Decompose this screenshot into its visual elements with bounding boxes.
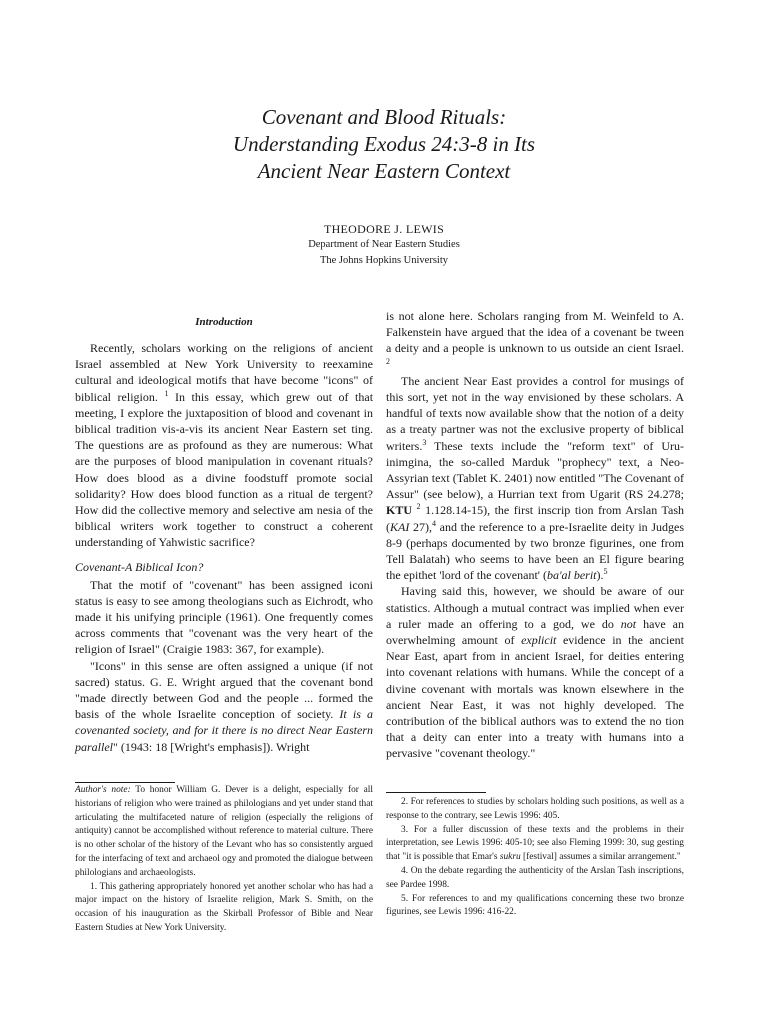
emphasis-text: sukru <box>499 852 521 863</box>
footnote: 4. On the debate regarding the authenticity of the Arslan Tash inscriptions, see Pardee 1998. <box>386 865 684 890</box>
emphasis-text: It is a covenanted society, and for it there is no direct Near Eastern parallel <box>75 707 373 754</box>
paragraph-text: Having said this, however, we should be aware of our statistics. Although a mutual contract was implied when ever a ruler made an offering to a god, we do <box>386 584 684 631</box>
left-footnotes <box>75 784 373 936</box>
footnote-marker: 3 <box>422 437 427 447</box>
section-heading: Introduction <box>195 316 253 328</box>
paragraph <box>386 583 684 761</box>
affiliation-line: The Johns Hopkins University <box>319 255 449 266</box>
paragraph-text: and the reference to a pre-Israelite deity in Judges 8-9 (perhaps documented by two bronze figurines, one from Tell Balatah) who seems to have been an El figure bearing the epithet 'lord of the covenant' ( <box>386 519 684 583</box>
authors-note-text: To honor William G. Dever is a delight, especially for all historians of religion who were trained as philologians and yet under stand that articulating the multifaceted nature of religion (especially the religions of antiquity) cannot be accomplished without reference to material culture. There is no other scholar of the history of the Levant who has so consistently argued for the interfacing of text and archaeol ogy and promoted the dialogue between philologians and archaeologists. <box>75 785 373 878</box>
paragraph-text: The ancient Near East provides a control for musings of this sort, yet not in the way envisioned by these scholars. A handful of texts now available show that the notion of a deity as a treaty partner was not the exclusive property of biblical writers. <box>386 373 684 453</box>
intro-paragraph <box>75 340 373 551</box>
footnote: 1. This gathering appropriately honored yet another scholar who has had a major impact on the history of Israelite religion, Mark S. Smith, on the occasion of his inauguration as the Skirball Professor of Bible and Near Eastern Studies at New York University. <box>75 881 373 933</box>
footnote: 5. For references to and my qualifications concerning these two bronze figurines, see Lewis 1996: 416-22. <box>386 893 684 918</box>
footnote-marker: 5 <box>603 567 608 577</box>
left-column <box>75 308 373 755</box>
subheading: Covenant-A Biblical Icon? <box>75 559 204 574</box>
paragraph-text: "Icons" in this sense are often assigned a unique (if not sacred) status. G. E. Wright argued that the covenant bond "made directly between God and the people ... formed the basis of the whole Israelite conception of society. <box>75 658 373 722</box>
paragraph-text: is not alone here. Scholars ranging from M. Weinfeld to A. Falkenstein have argued that the idea of a covenant be tween a deity and a people is unknown to us outside an cient Israel. <box>386 309 684 356</box>
footnote-rule <box>75 782 175 783</box>
author-affiliation <box>0 237 768 269</box>
footnote-text: [festival] assumes a similar arrangement." <box>520 852 681 863</box>
paragraph-text: 27), <box>409 519 432 534</box>
paragraph: That the motif of "covenant" has been assigned iconi status is easy to see among theologians such as Eichrodt, who made it his unifying principle (1961). One frequently comes across comments that "covenant was the very heart of the religion of Israel" (Craigie 1983: 367, for example). <box>75 577 373 657</box>
title-line: Covenant and Blood Rituals: <box>261 105 507 129</box>
paragraph <box>386 373 684 584</box>
paragraph-text: 1.128.14-15), the first inscrip tion from Arslan Tash ( <box>386 503 684 534</box>
right-footnotes <box>386 796 684 920</box>
emphasis-text: not <box>620 616 637 631</box>
title-line: Understanding Exodus 24:3-8 in Its <box>232 132 536 156</box>
article-title <box>0 104 768 185</box>
affiliation-line: Department of Near Eastern Studies <box>308 239 460 250</box>
footnote-marker: 2 <box>386 356 390 366</box>
right-column <box>386 308 684 762</box>
superscript: 2 <box>416 502 421 512</box>
paragraph-text: evidence in the ancient Near East, apart from in ancient Israel, for deities entering into covenant relations with humans. While the concept of a divine covenant with mortals was known elsewhere in the ancient Near East, it was not highly developed. The contribution of the biblical authors was to extend the no tion that a deity can enter into a treaty with humans into a pervasive "covenant theology." <box>386 633 685 761</box>
paragraph-text: " (1943: 18 [Wright's emphasis]). Wright <box>113 739 310 754</box>
paragraph-text: These texts include the "reform text" of Uru-inimgina, the so-called Marduk "prophecy" text, a Neo-Assyrian text (Tablet K. 2401) now entitled "The Covenant of Assur" (see below), a Hurrian text from Ugarit (RS 24.278; <box>386 438 684 502</box>
intro-text: Recently, scholars working on the religions of ancient Israel assembled at New York University to reexamine cultural and ideological motifs that have become "icons" of biblical religion. <box>75 341 373 404</box>
abbreviation: KAI <box>390 519 410 534</box>
paragraph-text: have an overwhelming amount of <box>386 616 685 648</box>
authors-note-label: Author's note: <box>75 785 131 795</box>
footnote-marker: 4 <box>431 518 436 528</box>
footnote <box>386 824 684 865</box>
author-name: THEODORE J. LEWIS <box>323 222 445 236</box>
emphasis-text: explicit <box>521 633 557 648</box>
footnote-text: 3. For a fuller discussion of these texts and the problems in their interpretation, see Lewis 1996: 405-10; see also Fleming 1999: 30, sug gesting that "it is possible that Emar's <box>386 824 684 863</box>
footnote-rule <box>386 792 486 793</box>
paragraph <box>75 658 373 755</box>
title-line: Ancient Near Eastern Context <box>257 159 511 183</box>
paragraph <box>386 308 684 373</box>
paragraph-text: ). <box>596 568 604 583</box>
footnote-marker: 1 <box>164 388 169 398</box>
intro-text-cont: In this essay, which grew out of that meeting, I explore the juxtaposition of blood and covenant in biblical tradition vis-a-vis its ancient Near Eastern set ting. The questions are as profound as they are numerous: What are the purposes of blood manipulation in covenant rituals? How does blood as a divine foodstuff promote social solidarity? How does blood function as a ritual de tergent? How did the collective memory and selective am nesia of the biblical writers work together to construct a coherent understanding of Yahwistic sacrifice? <box>75 389 374 550</box>
abbreviation: KTU <box>386 503 413 518</box>
footnote: 2. For references to studies by scholars holding such positions, as well as a response to the contrary, see Lewis 1996: 405. <box>386 797 684 821</box>
emphasis-text: ba'al berit <box>546 568 597 583</box>
authors-note <box>75 784 373 881</box>
